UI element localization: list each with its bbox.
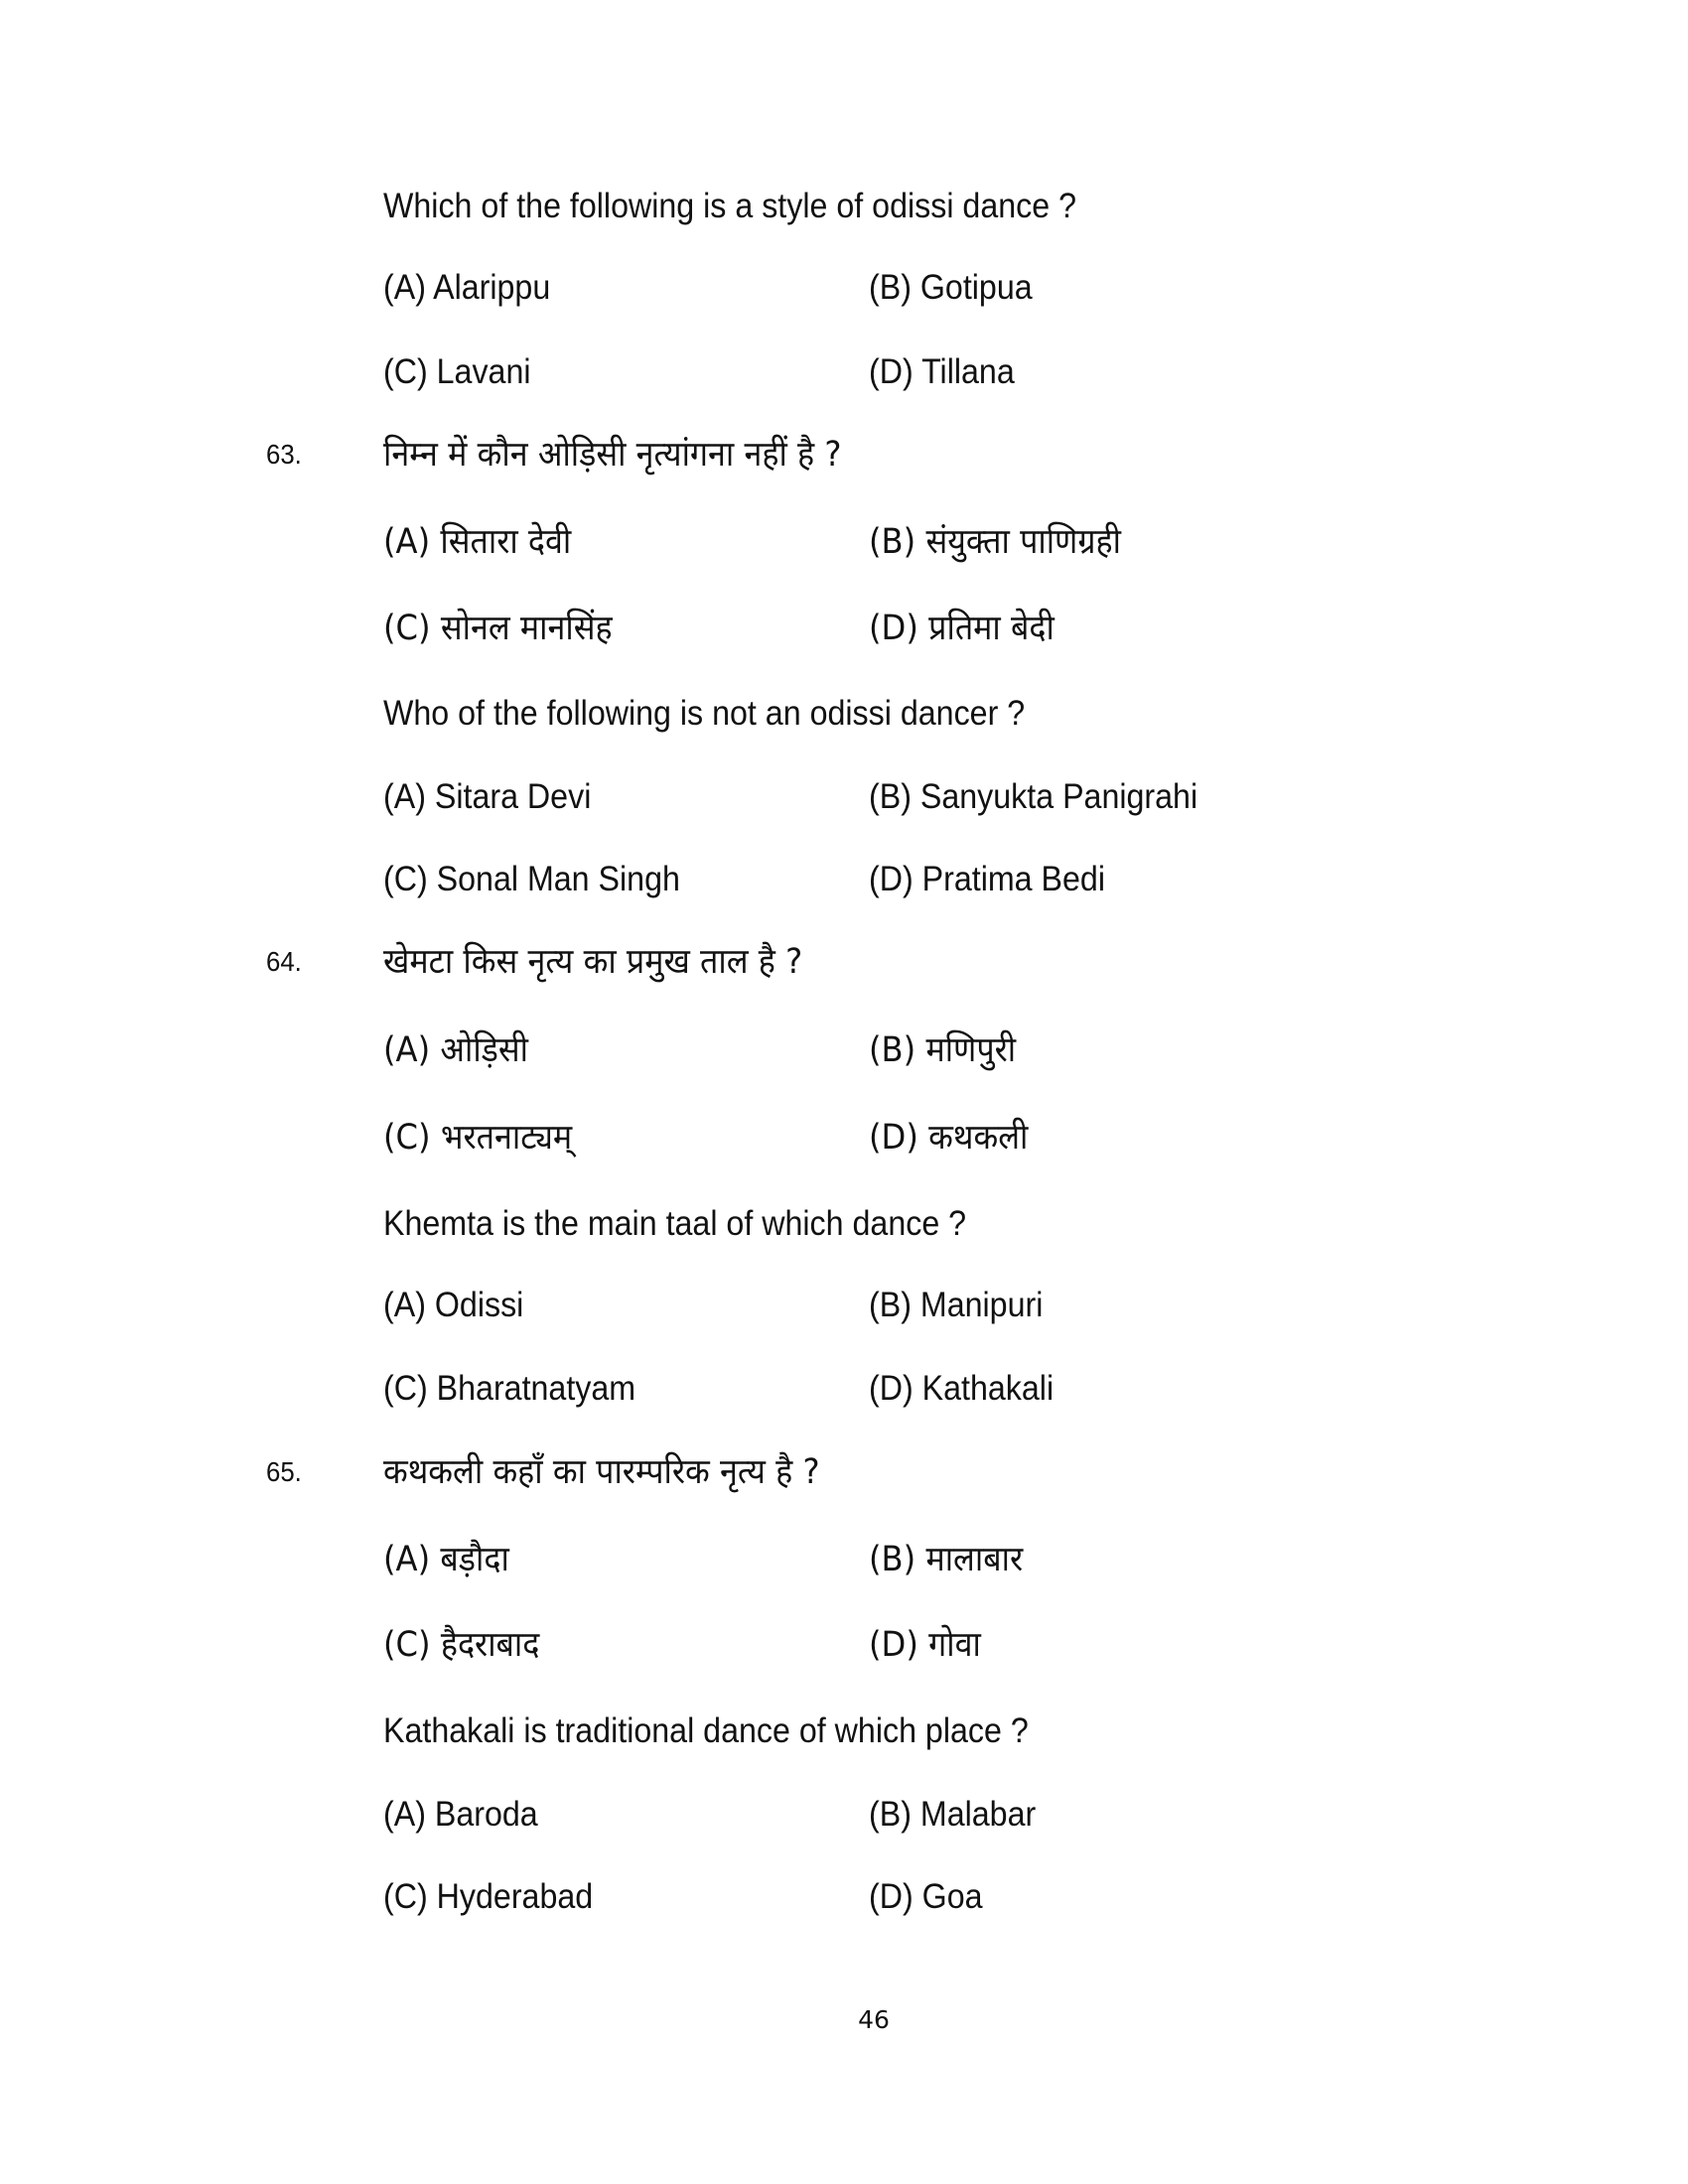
question-text: Kathakali is traditional dance of which place ? [383, 1711, 1029, 1750]
option-c: (C) भरतनाट्यम् [383, 1118, 573, 1158]
question-text: कथकली कहाँ का पारम्परिक नृत्य है ? [383, 1452, 820, 1492]
option-d: (D) प्रतिमा बेदी [869, 609, 1055, 648]
option-d: (D) Goa [869, 1877, 983, 1916]
question-number: 65. [266, 1456, 302, 1487]
question-text: Who of the following is not an odissi dancer ? [383, 694, 1026, 733]
option-d: (D) Tillana [869, 352, 1015, 391]
option-c: (C) Sonal Man Singh [383, 860, 680, 898]
question-text: खेमटा किस नृत्य का प्रमुख ताल है ? [383, 942, 803, 982]
option-a: (A) Odissi [383, 1286, 524, 1324]
option-a: (A) सितारा देवी [383, 522, 572, 562]
question-text: निम्न में कौन ओड़िसी नृत्यांगना नहीं है ? [383, 435, 842, 475]
option-d: (D) कथकली [869, 1118, 1029, 1158]
page-number: 46 [858, 2005, 890, 2034]
option-b: (B) मालाबार [869, 1540, 1024, 1579]
option-d: (D) Pratima Bedi [869, 860, 1105, 898]
question-number: 63. [266, 439, 302, 470]
option-d: (D) Kathakali [869, 1369, 1055, 1408]
option-c: (C) Hyderabad [383, 1877, 594, 1916]
option-a: (A) ओड़िसी [383, 1030, 529, 1070]
question-number: 64. [266, 946, 302, 977]
option-b: (B) Gotipua [869, 268, 1033, 307]
option-d: (D) गोवा [869, 1625, 981, 1665]
option-b: (B) मणिपुरी [869, 1030, 1017, 1070]
option-b: (B) Sanyukta Panigrahi [869, 777, 1198, 816]
option-b: (B) संयुक्ता पाणिग्रही [869, 522, 1121, 562]
option-b: (B) Manipuri [869, 1286, 1044, 1324]
option-b: (B) Malabar [869, 1795, 1037, 1834]
option-c: (C) सोनल मानसिंह [383, 609, 613, 648]
option-a: (A) Baroda [383, 1795, 538, 1834]
option-a: (A) बड़ौदा [383, 1540, 509, 1579]
option-c: (C) Lavani [383, 352, 531, 391]
question-text: Which of the following is a style of odissi dance ? [383, 187, 1077, 225]
option-a: (A) Sitara Devi [383, 777, 592, 816]
question-text: Khemta is the main taal of which dance ? [383, 1204, 967, 1243]
option-a: (A) Alarippu [383, 268, 551, 307]
option-c: (C) Bharatnatyam [383, 1369, 636, 1408]
option-c: (C) हैदराबाद [383, 1625, 540, 1665]
